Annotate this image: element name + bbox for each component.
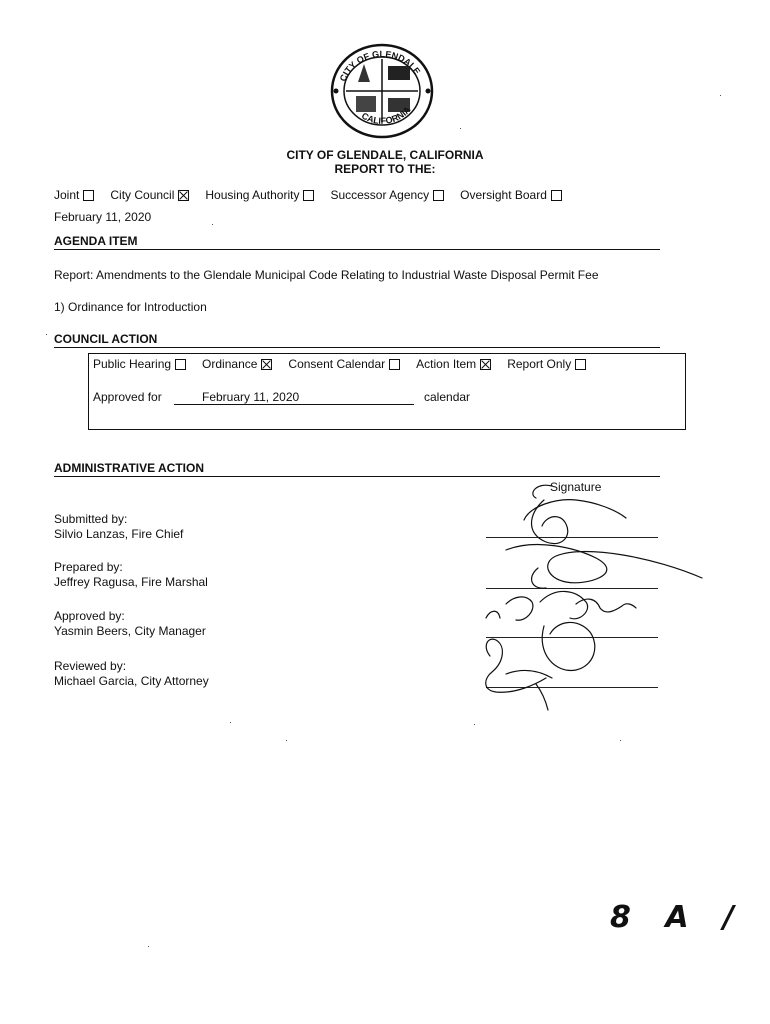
joint-checkbox[interactable]	[83, 190, 94, 201]
handwritten-signatures	[466, 478, 736, 714]
agenda-divider	[54, 249, 660, 250]
meeting-date: February 11, 2020	[54, 210, 152, 224]
admin-action-divider	[54, 476, 660, 477]
scan-speck	[46, 334, 47, 335]
item-number: 8 A /	[610, 900, 746, 935]
scan-speck	[720, 95, 721, 96]
city-seal	[328, 42, 436, 140]
audience-oversight-board[interactable]: Oversight Board	[460, 188, 562, 202]
audience-joint[interactable]: Joint	[54, 188, 94, 202]
housing-authority-checkbox[interactable]	[303, 190, 314, 201]
report-title: Report: Amendments to the Glendale Municipal Code Relating to Industrial Waste Disposal Permit Fee	[54, 268, 599, 282]
submitted-by-name: Silvio Lanzas, Fire Chief	[54, 527, 184, 541]
council-action-heading: COUNCIL ACTION	[54, 332, 158, 346]
scan-speck	[148, 946, 149, 947]
signature-label: Signature	[550, 480, 602, 494]
svg-text:CALIFORNIA: CALIFORNIA	[359, 104, 413, 126]
scan-speck	[474, 724, 475, 725]
calendar-label: calendar	[424, 390, 471, 404]
approved-by-name: Yasmin Beers, City Manager	[54, 624, 206, 638]
successor-agency-checkbox[interactable]	[433, 190, 444, 201]
council-action-divider	[54, 347, 660, 348]
option-public-hearing[interactable]: Public Hearing	[93, 357, 186, 371]
agenda-item-heading: AGENDA ITEM	[54, 234, 138, 248]
oversight-board-checkbox[interactable]	[551, 190, 562, 201]
city-title: CITY OF GLENDALE, CALIFORNIA	[286, 148, 484, 162]
scan-speck	[230, 722, 231, 723]
action-item-checkbox[interactable]	[480, 359, 491, 370]
report-to-label: REPORT TO THE:	[334, 162, 436, 176]
approved-by-label: Approved by:	[54, 609, 125, 623]
option-ordinance[interactable]: Ordinance	[202, 357, 272, 371]
scan-speck	[212, 224, 213, 225]
reviewed-by-label: Reviewed by:	[54, 659, 127, 673]
svg-text:CITY OF GLENDALE: CITY OF GLENDALE	[337, 48, 423, 83]
admin-action-heading: ADMINISTRATIVE ACTION	[54, 461, 204, 475]
submitted-by-label: Submitted by:	[54, 512, 128, 526]
scan-speck	[620, 740, 621, 741]
audience-housing-authority[interactable]: Housing Authority	[205, 188, 314, 202]
council-options-row	[93, 357, 586, 371]
agenda-item-1: 1) Ordinance for Introduction	[54, 300, 207, 314]
prepared-by-name: Jeffrey Ragusa, Fire Marshal	[54, 575, 208, 589]
option-report-only[interactable]: Report Only	[507, 357, 586, 371]
city-council-checkbox[interactable]	[178, 190, 189, 201]
report-only-checkbox[interactable]	[575, 359, 586, 370]
approved-date-field[interactable]: February 11, 2020	[202, 390, 300, 404]
approved-for-label: Approved for	[93, 390, 162, 404]
approved-date-underline	[174, 404, 414, 405]
audience-city-council[interactable]: City Council	[110, 188, 189, 202]
public-hearing-checkbox[interactable]	[175, 359, 186, 370]
option-action-item[interactable]: Action Item	[416, 357, 491, 371]
audience-row	[54, 188, 562, 202]
consent-calendar-checkbox[interactable]	[389, 359, 400, 370]
reviewed-by-name: Michael Garcia, City Attorney	[54, 674, 209, 688]
scan-speck	[460, 128, 461, 129]
option-consent-calendar[interactable]: Consent Calendar	[288, 357, 400, 371]
audience-successor-agency[interactable]: Successor Agency	[330, 188, 444, 202]
ordinance-checkbox[interactable]	[261, 359, 272, 370]
prepared-by-label: Prepared by:	[54, 560, 123, 574]
scan-speck	[286, 740, 287, 741]
